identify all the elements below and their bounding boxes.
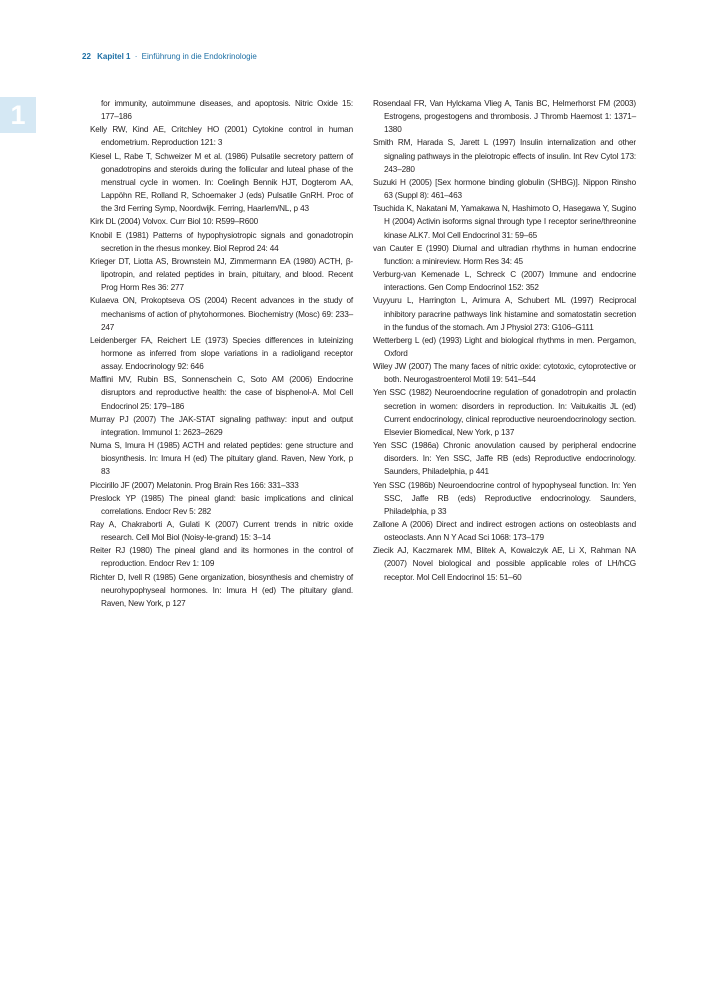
reference-entry: Murray PJ (2007) The JAK-STAT signaling pathway: input and output integration. Immunol 1: 2623–2629 — [90, 414, 353, 437]
reference-entry: Piccirillo JF (2007) Melatonin. Prog Brain Res 166: 331–333 — [90, 480, 299, 490]
reference-entry: Reiter RJ (1980) The pineal gland and its hormones in the control of reproduction. Endocr Rev 1: 109 — [90, 546, 353, 569]
reference-entry: Verburg-van Kemenade L, Schreck C (2007) Immune and endocrine interactions. Gen Comp Endocrinol 152: 352 — [373, 270, 636, 293]
reference-entry: Knobil E (1981) Patterns of hypophysiotropic signals and gonadotropin secretion in the rhesus monkey. Biol Reprod 24: 44 — [90, 230, 353, 253]
reference-entry: Kulaeva ON, Prokoptseva OS (2004) Recent advances in the study of mechanisms of action of phytohormones. Biochemistry (Mosc) 69: 233–247 — [90, 296, 353, 332]
references-right-column — [373, 97, 636, 584]
reference-entry: Ziecik AJ, Kaczmarek MM, Blitek A, Kowalczyk AE, Li X, Rahman NA (2007) Novel biological and possible applicable roles of LH/hCG receptor. Mol Cell Endocrinol 15: 51–60 — [373, 546, 636, 582]
reference-entry: Rosendaal FR, Van Hylckama Vlieg A, Tanis BC, Helmerhorst FM (2003) Estrogens, progestogens and thrombosis. J Thromb Haemost 1: 1371–1380 — [373, 99, 636, 135]
running-header — [82, 52, 257, 62]
references-left-column — [90, 97, 353, 610]
reference-entry: Ray A, Chakraborti A, Gulati K (2007) Current trends in nitric oxide research. Cell Mol Biol (Noisy-le-grand) 15: 3–14 — [90, 520, 353, 543]
reference-entry: Kiesel L, Rabe T, Schweizer M et al. (1986) Pulsatile secretory pattern of gonadotropins and steroids during the follicular and luteal phase of the menstrual cycle in women. In: Coelingh Bennik HJT, Dogterom AA, Lappöhn RE, Rolland R, Schoemaker J (eds) Pulsatile GnRH. Proc of the 3rd Ferring Symp, Noordwijk. Ferring, Haarlem/NL, p 43 — [90, 151, 353, 214]
reference-entry: for immunity, autoimmune diseases, and apoptosis. Nitric Oxide 15: 177–186 — [101, 99, 353, 122]
chapter-thumb-number: 1 — [10, 99, 26, 130]
reference-entry: Smith RM, Harada S, Jarett L (1997) Insulin internalization and other signaling pathways in the pleiotropic effects of insulin. Int Rev Cytol 173: 243–280 — [373, 138, 636, 174]
header-separator: · — [134, 52, 138, 61]
page-number: 22 — [82, 52, 91, 61]
reference-entry: Leidenberger FA, Reichert LE (1973) Species differences in luteinizing hormone as inferred from slope variations in a radioligand receptor assay. Endocrinology 92: 646 — [90, 335, 353, 372]
chapter-thumb-tab — [0, 97, 36, 133]
reference-entry: Vuyyuru L, Harrington L, Arimura A, Schubert ML (1997) Reciprocal inhibitory paracrine pathways link histamine and somatostatin secretion in the fundus of the stomach. Am J Physiol 273: G106–G111 — [373, 296, 636, 332]
reference-entry: Preslock YP (1985) The pineal gland: basic implications and clinical correlations. Endocr Rev 5: 282 — [90, 493, 353, 516]
reference-entry: Tsuchida K, Nakatani M, Yamakawa N, Hashimoto O, Hasegawa Y, Sugino H (2004) Activin isoforms signal through type I receptor serine/threonine kinase ALK7. Mol Cell Endocrinol 31: 59–65 — [373, 204, 636, 240]
reference-entry: Yen SSC (1986a) Chronic anovulation caused by peripheral endocrine disorders. In: Yen SSC, Jaffe RB (eds) Reproductive endocrinology. Saunders, Philadelphia, p 441 — [373, 441, 636, 477]
reference-entry: Numa S, Imura H (1985) ACTH and related peptides: gene structure and biosynthesis. In: Imura H (ed) The pituitary gland. Raven, New York, p 83 — [90, 441, 353, 477]
chapter-title: Einführung in die Endokrinologie — [141, 52, 257, 61]
reference-entry: Zallone A (2006) Direct and indirect estrogen actions on osteoblasts and osteoclasts. Ann N Y Acad Sci 1068: 173–179 — [373, 520, 636, 543]
reference-entry: Richter D, Ivell R (1985) Gene organization, biosynthesis and chemistry of neurohypophyseal hormones. In: Imura H (ed) The pituitary gland. Raven, New York, p 127 — [90, 572, 353, 608]
reference-entry: Kirk DL (2004) Volvox. Curr Biol 10: R599–R600 — [90, 217, 259, 227]
chapter-label: Kapitel 1 — [97, 52, 131, 61]
reference-entry: Krieger DT, Liotta AS, Brownstein MJ, Zimmermann EA (1980) ACTH, β-lipotropin, and related peptides in brain, pituitary, and blood. Recent Prog Horm Res 36: 277 — [90, 256, 353, 293]
reference-entry: Kelly RW, Kind AE, Critchley HO (2001) Cytokine control in human endometrium. Reproduction 121: 3 — [90, 125, 353, 148]
reference-entry: Suzuki H (2005) [Sex hormone binding globulin (SHBG)]. Nippon Rinsho 63 (Suppl 8): 461–463 — [373, 177, 636, 201]
reference-entry: Wiley JW (2007) The many faces of nitric oxide: cytotoxic, cytoprotective or both. Neurogastroenterol Motil 19: 541–544 — [373, 362, 636, 385]
reference-entry: Yen SSC (1986b) Neuroendocrine control of hypophyseal function. In: Yen SSC, Jaffe RB (eds) Reproductive endocrinology. Saunders, Philadelphia, p 33 — [373, 480, 636, 516]
reference-entry: Maffini MV, Rubin BS, Sonnenschein C, Soto AM (2006) Endocrine disruptors and reproductive health: the case of bisphenol-A. Mol Cell Endocrinol 25: 179–186 — [90, 375, 353, 411]
reference-entry: van Cauter E (1990) Diurnal and ultradian rhythms in human endocrine function: a minireview. Horm Res 34: 45 — [373, 243, 636, 266]
reference-entry: Wetterberg L (ed) (1993) Light and biological rhythms in men. Pergamon, Oxford — [373, 335, 636, 358]
reference-entry: Yen SSC (1982) Neuroendocrine regulation of gonadotropin and prolactin secretion in women: disorders in reproduction. In: Vaitukaitis JL (ed) Current endocrinology, clinical reproductive neuroendocrinology section. Elsevier Biomedical, New York, p 137 — [373, 388, 636, 437]
